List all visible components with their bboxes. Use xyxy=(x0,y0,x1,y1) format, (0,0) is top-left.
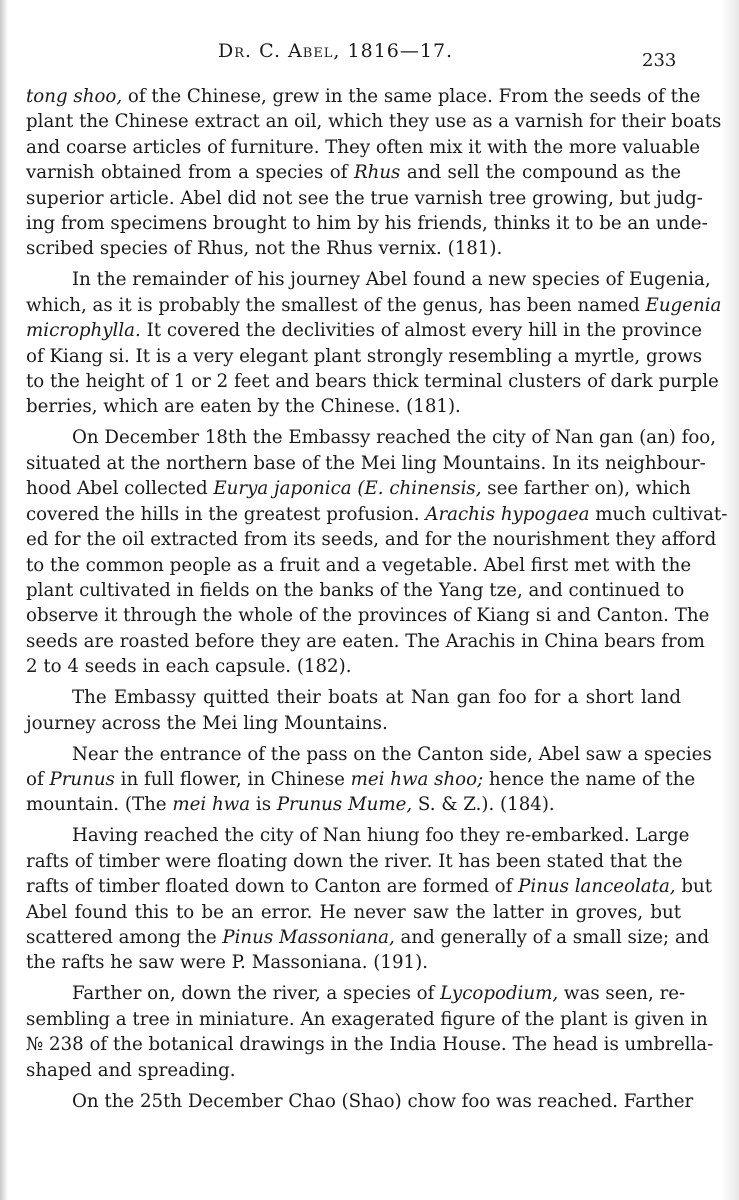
text-run: to the height of 1 or 2 feet and bears thick terminal clusters of dark purple xyxy=(26,371,719,393)
text-run: The Embassy quitted their boats at Nan gan foo for a short land xyxy=(72,687,681,709)
text-run: mountain. (The xyxy=(26,794,173,816)
text-run: seeds are roasted before they are eaten. The Arachis in China bears from xyxy=(26,630,705,652)
text-run: observe it through the whole of the provinces of Kiang si and Canton. The xyxy=(26,605,710,627)
text-run: In the remainder of his journey Abel found a new species of Eugenia, xyxy=(72,269,711,291)
text-line xyxy=(26,211,708,236)
text-line xyxy=(26,236,681,261)
text-run: covered the hills in the greatest profusion. xyxy=(26,503,426,525)
text-run: and generally of a small size; and xyxy=(394,926,710,948)
text-line xyxy=(26,553,692,578)
text-line xyxy=(26,476,691,501)
text-run: but xyxy=(675,876,713,898)
paragraph xyxy=(26,84,722,262)
text-line xyxy=(26,900,681,925)
text-run: Abel found this to be an error. He never saw the latter in groves, but xyxy=(26,901,681,923)
text-line xyxy=(26,823,690,848)
italic-text: mei hwa xyxy=(172,794,251,816)
text-run: scattered among the xyxy=(26,926,223,948)
text-line xyxy=(26,1032,714,1057)
text-line xyxy=(26,109,722,134)
text-line xyxy=(26,711,681,736)
text-run: Farther on, down the river, a species of xyxy=(72,983,441,1005)
text-line xyxy=(26,925,710,950)
text-line xyxy=(26,685,681,710)
body-text xyxy=(26,84,728,1120)
text-run: was seen, re- xyxy=(558,983,686,1005)
text-run: journey across the Mei ling Mountains. xyxy=(26,712,388,734)
text-line xyxy=(26,950,681,975)
text-line xyxy=(26,1089,694,1114)
text-line xyxy=(26,369,719,394)
text-run: much cultivat- xyxy=(589,503,728,525)
text-line xyxy=(26,293,722,318)
text-run: rafts of timber were floating down the river. It has been stated that the xyxy=(26,850,683,872)
text-run: berries, which are eaten by the Chinese. (181). xyxy=(26,396,461,418)
running-head-title: Dr. C. Abel, 1816—17. xyxy=(218,40,454,62)
text-line xyxy=(26,874,713,899)
text-line xyxy=(26,135,701,160)
text-run: Near the entrance of the pass on the Canton side, Abel saw a species xyxy=(72,743,712,765)
text-line xyxy=(26,603,710,628)
text-run: superior article. Abel did not see the true varnish tree growing, but judg- xyxy=(26,187,703,209)
italic-text: Prunus xyxy=(49,768,115,790)
text-run: to the common people as a fruit and a vegetable. Abel first met with the xyxy=(26,554,692,576)
text-run: S. & Z.). (184). xyxy=(412,794,555,816)
text-run: see farther on), which xyxy=(481,478,691,500)
text-run: is xyxy=(250,794,277,816)
text-run: On December 18th the Embassy reached the city of Nan gan (an) foo, xyxy=(72,427,717,449)
text-run: of Kiang si. It is a very elegant plant strongly resembling a myrtle, grows xyxy=(26,345,703,367)
text-line xyxy=(26,1058,681,1083)
text-line xyxy=(26,767,696,792)
text-run: ed for the oil extracted from its seeds, and for the nourishment they afford xyxy=(26,529,717,551)
text-line xyxy=(26,394,681,419)
italic-text: Rhus xyxy=(353,162,401,184)
text-run: which, as it is probably the smallest of the genus, has been named xyxy=(26,294,646,316)
italic-text: Lycopodium, xyxy=(440,983,559,1005)
text-line xyxy=(26,981,686,1006)
text-run: shaped and spreading. xyxy=(26,1059,236,1081)
italic-text: Prunus Mume, xyxy=(276,794,413,816)
text-run: № 238 of the botanical drawings in the India House. The head is umbrella- xyxy=(26,1034,714,1056)
text-run: and coarse articles of furniture. They often mix it with the more valuable xyxy=(26,136,701,158)
text-line xyxy=(26,267,711,292)
text-run: sembling a tree in miniature. An exagerated figure of the plant is given in xyxy=(26,1008,708,1030)
text-line xyxy=(26,629,705,654)
paragraph xyxy=(26,1089,694,1114)
italic-text: Eurya japonica (E. chinensis, xyxy=(213,478,482,500)
text-line xyxy=(26,578,685,603)
text-line xyxy=(26,527,717,552)
text-run: It covered the declivities of almost every hill in the province xyxy=(140,320,702,342)
text-run: plant cultivated in fields on the banks of the Yang tze, and continued to xyxy=(26,579,685,601)
text-line xyxy=(26,186,703,211)
text-line xyxy=(26,425,717,450)
italic-text: microphylla. xyxy=(26,320,141,342)
paragraph xyxy=(26,981,714,1083)
text-run: varnish obtained from a species of xyxy=(26,162,354,184)
italic-text: Pinus Massoniana, xyxy=(222,926,395,948)
text-line xyxy=(26,344,703,369)
paragraph xyxy=(26,425,728,679)
italic-text: Eugenia xyxy=(645,294,722,316)
text-run: of the Chinese, grew in the same place. From the seeds of the xyxy=(122,86,701,107)
text-line xyxy=(26,160,681,185)
text-line xyxy=(26,1007,708,1032)
text-run: On the 25th December Chao (Shao) chow foo was reached. Farther xyxy=(72,1090,694,1112)
text-line xyxy=(26,318,702,343)
text-run: the rafts he saw were P. Massoniana. (191). xyxy=(26,952,428,974)
text-run: hood Abel collected xyxy=(26,478,214,500)
text-run: 2 to 4 seeds in each capsule. (182). xyxy=(26,656,352,678)
text-line xyxy=(26,792,681,817)
text-run: scribed species of Rhus, not the Rhus vernix. (181). xyxy=(26,238,503,260)
page-edge-shadow xyxy=(721,0,739,1200)
italic-text: tong shoo, xyxy=(26,86,123,107)
text-line xyxy=(26,654,681,679)
page-number: 233 xyxy=(642,50,677,71)
text-run: and sell the compound as the xyxy=(400,162,681,184)
text-run: Having reached the city of Nan hiung foo they re-embarked. Large xyxy=(72,825,690,847)
text-line xyxy=(26,742,712,767)
text-run: hence the name of the xyxy=(483,768,696,790)
text-line xyxy=(26,849,681,874)
running-head xyxy=(0,40,739,70)
italic-text: Pinus lanceolata, xyxy=(518,876,676,898)
text-line xyxy=(26,84,701,109)
text-run: rafts of timber floated down to Canton are formed of xyxy=(26,876,519,898)
text-run: in full flower, in Chinese xyxy=(114,768,351,790)
text-line xyxy=(26,451,706,476)
paragraph xyxy=(26,823,713,975)
italic-text: Arachis hypogaea xyxy=(425,503,590,525)
text-run: of xyxy=(26,768,50,790)
italic-text: mei hwa shoo; xyxy=(350,768,484,790)
paragraph xyxy=(26,267,722,419)
text-run: plant the Chinese extract an oil, which they use as a varnish for their boats xyxy=(26,111,722,133)
text-run: situated at the northern base of the Mei ling Mountains. In its neighbour- xyxy=(26,452,706,474)
text-run: ing from specimens brought to him by his friends, thinks it to be an unde- xyxy=(26,213,708,235)
paragraph xyxy=(26,742,712,818)
paragraph xyxy=(26,685,681,736)
page-gutter-shadow xyxy=(0,0,8,1200)
text-line xyxy=(26,502,728,527)
